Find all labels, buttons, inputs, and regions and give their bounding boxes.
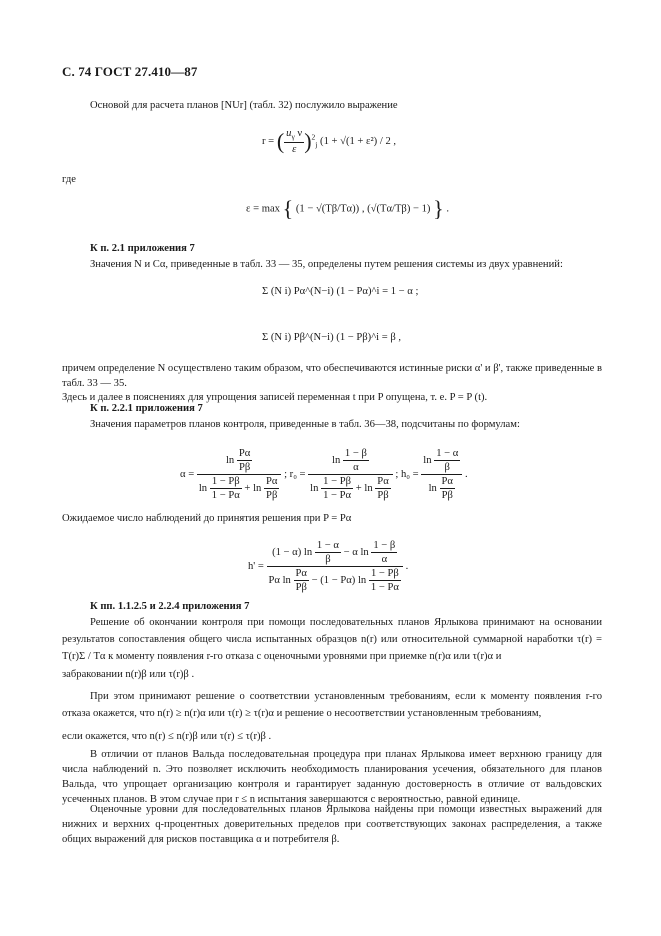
pb-4: Pβ [441, 490, 453, 501]
formula-epsilon-part1: (1 − √(Tβ/Tα)) [295, 203, 360, 215]
h-minus-alpha: − α [343, 546, 358, 558]
ln-10: ln [360, 546, 369, 558]
formula-r-lhs: r = [262, 136, 275, 147]
formula-epsilon-end: . [446, 203, 449, 215]
ln-2: ln [198, 482, 208, 494]
formula-r: r = ( $\frac{u_\gamma \nu}{\varepsilon}$ )$^2_j$ (1 + √(1 + ε²) / 2 , [262, 128, 397, 156]
one-minus-alpha-2: 1 − α [316, 540, 339, 551]
one-minus-pb-3: 1 − Pβ [369, 568, 401, 581]
h-num-a: (1 − α) [272, 546, 302, 558]
beta-sym-1: β [444, 462, 450, 473]
h-den-a: Pα [268, 574, 280, 586]
one-minus-pa-2: 1 − Pα [323, 490, 352, 501]
paragraph-wald-comparison: В отличии от планов Вальда последовательная процедура при планах Ярлыкова имеет верхнюю границу для числа наблюдений n. Это позволяет исключить необходимость планирования усечения, обязательного для планов Вальда, что упрощает организацию контроля и гарантирует заданную достоверность в отличие от вальдовских усеченных планов. В этом случае при r ≤ n испытания завершаются с вероятностью, равной единице. [62, 749, 602, 805]
formula-alpha-r0-h0 [180, 448, 468, 501]
equation-1: Σ (N i) Pα^(N−i) (1 − Pα)^i = 1 − α ; [262, 286, 419, 297]
where-label: где [62, 174, 76, 185]
formula-alpha-lhs: α = [180, 468, 195, 480]
pb-3: Pβ [377, 490, 389, 501]
one-minus-beta-1: 1 − β [344, 448, 367, 459]
formula-h0-lhs: ; h₀ = [395, 468, 419, 480]
ln-7: ln [423, 454, 432, 466]
paragraph-acceptance-cont: если окажется, что n(r) ≤ n(r)β или τ(r) ≤ τ(r)β . [62, 731, 272, 742]
ln-6: ln [364, 482, 373, 494]
h-den-b: − (1 − Pα) [311, 574, 356, 586]
formula-r-den: ε [292, 144, 297, 156]
plus-2: + [355, 482, 362, 494]
ln-12: ln [357, 574, 367, 586]
one-minus-pb-2: 1 − Pβ [321, 476, 353, 489]
pb-1: Pβ [238, 462, 251, 473]
ln-1: ln [225, 454, 235, 466]
beta-sym-2: β [325, 554, 331, 565]
section-heading-2-2-1: К п. 2.2.1 приложения 7 [90, 403, 203, 414]
page-header: С. 74 ГОСТ 27.410—87 [62, 64, 198, 79]
ln-8: ln [428, 482, 437, 494]
one-minus-alpha-1: 1 − α [436, 448, 459, 459]
one-minus-pa-3: 1 − Pα [370, 582, 399, 593]
equation-2: Σ (N i) Pβ^(N−i) (1 − Pβ)^i = β , [262, 332, 402, 343]
paragraph-risks: причем определение N осуществлено таким образом, что обеспечиваются истинные риски α' и β', также приведенные в табл. 33 — 35. [62, 363, 602, 389]
one-minus-pb-1: 1 − Pβ [210, 476, 242, 489]
formula3-end: . [464, 468, 468, 480]
formula-epsilon: ε = max { (1 − √(Tβ/Tα)) , (√(Tα/Tβ) − 1) } . [246, 196, 449, 221]
paragraph-decision: Решение об окончании контроля при помощи последовательных планов Ярлыкова принимают на основании результатов сопоставления общего числа испытанных образцов n(r) или относительной суммарной наработки τ(r) = T(r)Σ / Tα к моменту появления r-го отказа с оценочными уровнями при приемке n(r)α или τ(r)α и [62, 617, 602, 662]
paragraph-acceptance: При этом принимают решение о соответствии установленным требованиям, если к моменту появления r-го отказа окажется, что n(r) ≥ n(r)α или τ(r) ≥ τ(r)α и решение о несоответствии установленным требованиям, [62, 691, 602, 719]
pa-2: Pα [265, 476, 278, 487]
paragraph-decision-cont: забраковании n(r)β или τ(r)β . [62, 669, 195, 680]
section-heading-1-1-2-5: К пп. 1.1.2.5 и 2.2.4 приложения 7 [90, 601, 250, 612]
pa-3: Pα [377, 476, 389, 487]
formula-r-num: u [286, 128, 292, 139]
alpha-sym-2: α [381, 554, 388, 565]
pb-5: Pβ [295, 582, 307, 593]
formula-epsilon-lhs: ε = max [246, 203, 280, 215]
formula-r-tail: (1 + √(1 + ε²) / 2 , [320, 136, 397, 147]
alpha-sym-1: α [353, 462, 359, 473]
formula-h-prime [248, 540, 408, 593]
ln-4: ln [332, 454, 341, 466]
pa-1: Pα [238, 448, 251, 459]
paragraph-notation: Здесь и далее в пояснениях для упрощения записей переменная t при P опущена, т. е. P = P (t). [62, 392, 488, 403]
ln-5: ln [310, 482, 319, 494]
paragraph-parameters: Значения параметров планов контроля, приведенные в табл. 36—38, подсчитаны по формулам: [90, 419, 520, 430]
one-minus-pa-1: 1 − Pα [211, 490, 240, 501]
one-minus-beta-2: 1 − β [373, 540, 396, 551]
formula4-end: . [405, 560, 409, 572]
paragraph-intro: Основой для расчета планов [NUr] (табл. 32) послужило выражение [90, 100, 398, 111]
paragraph-expected-observations: Ожидаемое число наблюдений до принятия решения при P = Pα [62, 513, 352, 524]
ln-11: ln [282, 574, 291, 586]
ln-3: ln [253, 482, 262, 494]
pa-5: Pα [295, 568, 307, 579]
section-heading-2-1: К п. 2.1 приложения 7 [90, 243, 195, 254]
pa-4: Pα [441, 476, 453, 487]
ln-9: ln [303, 546, 313, 558]
pb-2: Pβ [266, 490, 278, 501]
formula-epsilon-part2: (√(Tα/Tβ) − 1) [367, 203, 431, 215]
plus-1: + [244, 482, 251, 494]
formula-h-prime-lhs: h' = [248, 560, 264, 572]
formula-r0-lhs: ; r₀ = [284, 468, 306, 480]
paragraph-values-n-c: Значения N и Cα, приведенные в табл. 33 — 35, определены путем решения системы из двух уравнений: [90, 259, 563, 270]
paragraph-estimation-levels: Оценочные уровни для последовательных планов Ярлыкова найдены при помощи известных выражений для нижних и верхних q-процентных доверительных пределов при соответствующих законах распределения, а также общих выражений для рисков поставщика α и потребителя β. [62, 804, 602, 845]
